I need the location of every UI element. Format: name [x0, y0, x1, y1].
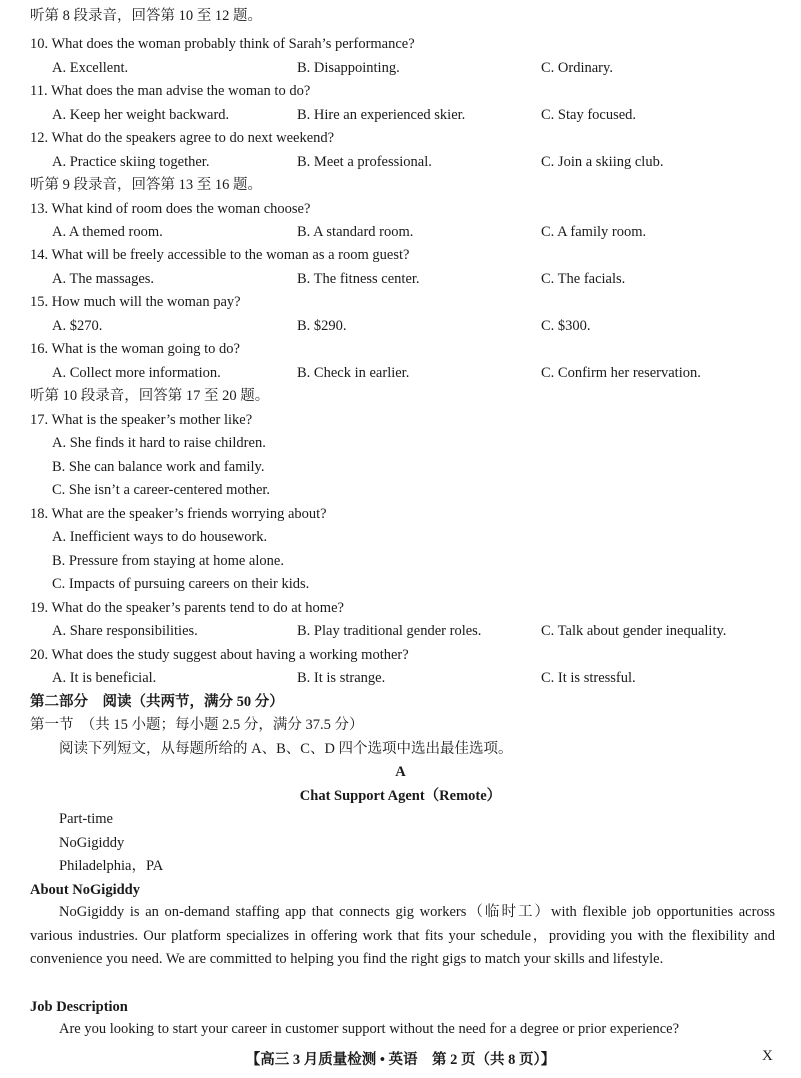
option-b: B. The fitness center.: [297, 271, 420, 287]
option-a: A. Share responsibilities.: [52, 623, 198, 639]
question-17: 17. What is the speaker’s mother like?: [30, 412, 253, 428]
job-location: Philadelphia，PA: [59, 858, 164, 874]
option-b: B. Pressure from staying at home alone.: [52, 553, 284, 569]
question-12: 12. What do the speakers agree to do next weekend?: [30, 130, 335, 146]
option-a: A. The massages.: [52, 271, 155, 287]
footer-mark: X: [762, 1048, 773, 1064]
about-heading: About NoGigiddy: [30, 882, 140, 898]
question-20-options: [52, 668, 772, 688]
question-18: 18. What are the speaker’s friends worrying about?: [30, 506, 327, 522]
section-9-header: 听第 9 段录音，回答第 13 至 16 题。: [30, 177, 262, 193]
company-name: NoGigiddy: [59, 835, 125, 851]
option-c: C. It is stressful.: [541, 670, 636, 686]
option-c: C. She isn’t a career-centered mother.: [52, 482, 271, 498]
option-a: A. It is beneficial.: [52, 670, 157, 686]
option-b: B. Hire an experienced skier.: [297, 107, 466, 123]
option-a: A. Practice skiing together.: [52, 154, 210, 170]
question-15-options: [52, 316, 772, 336]
passage-letter: A: [395, 764, 406, 780]
option-c: C. Stay focused.: [541, 107, 637, 123]
option-c: C. Confirm her reservation.: [541, 365, 701, 381]
option-b: B. $290.: [297, 318, 347, 334]
question-11-options: [52, 105, 772, 125]
passage-title: Chat Support Agent（Remote）: [299, 788, 502, 804]
option-b: B. Meet a professional.: [297, 154, 432, 170]
job-description-paragraph: Are you looking to start your career in customer support without the need for a degree or prior experience?: [59, 1021, 680, 1037]
option-b: B. Play traditional gender roles.: [297, 623, 482, 639]
question-12-options: [52, 152, 772, 172]
option-a: A. She finds it hard to raise children.: [52, 435, 266, 451]
option-a: A. A themed room.: [52, 224, 163, 240]
question-13-options: [52, 222, 772, 242]
option-b: B. Check in earlier.: [297, 365, 410, 381]
section-8-header: 听第 8 段录音，回答第 10 至 12 题。: [30, 8, 262, 24]
option-a: A. Inefficient ways to do housework.: [52, 529, 268, 545]
job-type: Part-time: [59, 811, 113, 827]
option-a: A. Collect more information.: [52, 365, 221, 381]
question-13: 13. What kind of room does the woman choose?: [30, 201, 311, 217]
page-footer: 【高三 3 月质量检测 • 英语 第 2 页（共 8 页）】: [245, 1052, 556, 1068]
question-15: 15. How much will the woman pay?: [30, 294, 241, 310]
option-c: C. The facials.: [541, 271, 626, 287]
question-14-options: [52, 269, 772, 289]
option-b: B. Disappointing.: [297, 60, 400, 76]
reading-instruction: 阅读下列短文，从每题所给的 A、B、C、D 四个选项中选出最佳选项。: [59, 741, 513, 757]
option-c: C. A family room.: [541, 224, 647, 240]
option-c: C. Impacts of pursuing careers on their kids.: [52, 576, 310, 592]
option-c: C. Talk about gender inequality.: [541, 623, 727, 639]
option-b: B. She can balance work and family.: [52, 459, 265, 475]
option-b: B. It is strange.: [297, 670, 386, 686]
option-a: A. Excellent.: [52, 60, 129, 76]
option-a: A. Keep her weight backward.: [52, 107, 230, 123]
job-description-heading: Job Description: [30, 999, 128, 1015]
question-14: 14. What will be freely accessible to the woman as a room guest?: [30, 247, 410, 263]
about-paragraph: NoGigiddy is an on-demand staffing app that connects gig workers（临时工）with flexible job opportunities across various industries. Our platform specializes in offering work that fits your schedule，providing you with the flexibility and convenience you need. We are committed to helping you find the right gigs to match your skills and lifestyle.: [30, 904, 775, 967]
question-10-options: [52, 58, 772, 78]
part-two-header: 第二部分 阅读（共两节，满分 50 分）: [30, 694, 284, 710]
option-c: C. Ordinary.: [541, 60, 613, 76]
question-10: 10. What does the woman probably think of Sarah’s performance?: [30, 36, 415, 52]
option-a: A. $270.: [52, 318, 103, 334]
option-c: C. $300.: [541, 318, 591, 334]
question-16: 16. What is the woman going to do?: [30, 341, 240, 357]
section-10-header: 听第 10 段录音，回答第 17 至 20 题。: [30, 388, 270, 404]
question-16-options: [52, 363, 772, 383]
question-11: 11. What does the man advise the woman to do?: [30, 83, 311, 99]
option-c: C. Join a skiing club.: [541, 154, 664, 170]
section-one-header: 第一节 （共 15 小题；每小题 2.5 分，满分 37.5 分）: [30, 717, 364, 733]
question-19-options: [52, 621, 772, 641]
option-b: B. A standard room.: [297, 224, 414, 240]
question-19: 19. What do the speaker’s parents tend to do at home?: [30, 600, 344, 616]
question-20: 20. What does the study suggest about having a working mother?: [30, 647, 409, 663]
